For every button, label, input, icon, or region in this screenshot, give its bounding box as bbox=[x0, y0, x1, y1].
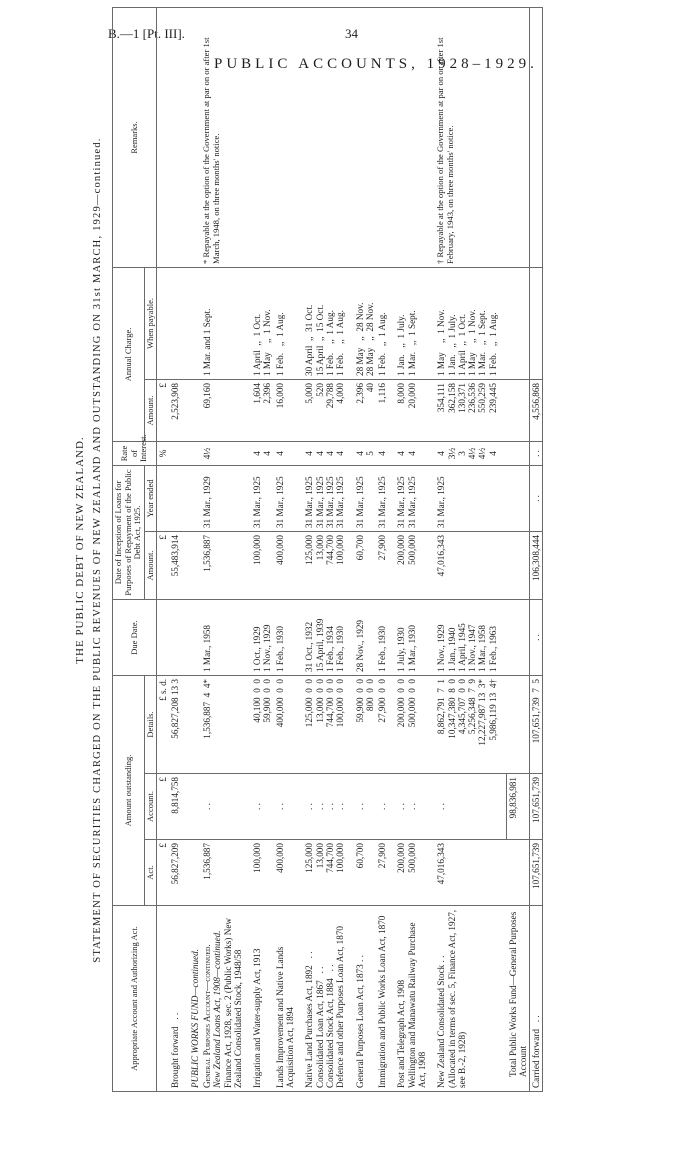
row-year: 31 Mar., 1925 bbox=[274, 465, 297, 531]
footer-account: 107,651,739 bbox=[530, 774, 543, 840]
row-rate: 4 4 4 4 bbox=[303, 441, 346, 465]
table-row bbox=[169, 7, 181, 1091]
row-remarks: † Repayable at the option of the Government at par on or after 1st February, 1943, on three months' notice. bbox=[435, 7, 499, 267]
table-title: THE PUBLIC DEBT OF NEW ZEALAND. bbox=[74, 436, 86, 664]
footer-name: Carried forward . . bbox=[530, 906, 543, 1092]
row-details: 56,827,208 13 3 bbox=[169, 675, 181, 773]
table-row bbox=[251, 7, 274, 1091]
col-amount-header: Amount. bbox=[144, 531, 157, 599]
row-year bbox=[169, 465, 181, 531]
table-row bbox=[376, 7, 388, 1091]
row-details: 1,536,887 4 4* bbox=[201, 675, 244, 773]
col-when-payable-header: When payable. bbox=[144, 267, 157, 379]
footer-inception-amount: 106,308,444 bbox=[530, 531, 543, 599]
row-rate: 4 3½ 3 4½ 4½ 4 bbox=[435, 441, 499, 465]
row-year: 31 Mar., 1925 bbox=[251, 465, 274, 531]
col-amount-outstanding-header: Amount outstanding. bbox=[113, 675, 145, 905]
row-name-detail: Finance Act, 1928, sec. 2 (Public Works) New Zealand Consolidated Stock, 1948/58 bbox=[222, 917, 243, 1088]
subsection-heading: General Purposes Account—continued. bbox=[201, 944, 212, 1088]
row-act: 125,000 13,000 744,700 100,000 bbox=[303, 840, 346, 906]
row-act: 56,827,209 bbox=[169, 840, 181, 906]
row-name: Post and Telegraph Act, 1908 Wellington and Manawatu Railway Purchase Act, 1908 bbox=[395, 906, 428, 1092]
row-remarks: * Repayable at the option of the Government at par on or after 1st March, 1948, on three months' notice. bbox=[201, 7, 244, 267]
row-charge: 2,396 40 bbox=[354, 379, 377, 441]
footer-due: . . bbox=[530, 599, 543, 675]
row-due: 1 Feb., 1930 bbox=[274, 599, 297, 675]
unit-details: £ s. d. bbox=[157, 675, 170, 773]
table-row bbox=[435, 7, 499, 1091]
row-act: 1,536,887 bbox=[201, 840, 244, 906]
carried-forward-row bbox=[530, 7, 543, 1091]
row-rate: 4½ bbox=[201, 441, 244, 465]
row-when: 1 Jan. ,, 1 July. 1 Mar. ,, 1 Sept. bbox=[395, 267, 428, 379]
row-name: New Zealand Consolidated Stock . . (Allocated in terms of sec. 5, Finance Act, 1927, see B.-2, 1928) bbox=[435, 906, 499, 1092]
row-due: 28 Nov., 1929 bbox=[354, 599, 377, 675]
subtotal-account: 98,836,981 bbox=[507, 774, 530, 840]
row-when: 1 May ,, 1 Nov. 1 Jan. ,, 1 July. 1 April ,, 1 Oct. 1 May ,, 1 Nov. 1 Mar. ,, 1 Sept. 1 Feb. ,, 1 Aug. bbox=[435, 267, 499, 379]
row-year: 31 Mar., 1929 bbox=[201, 465, 244, 531]
col-act-header: Act. bbox=[144, 840, 157, 906]
table-row bbox=[354, 7, 377, 1091]
row-year: 31 Mar., 1925 bbox=[354, 465, 377, 531]
units-row bbox=[157, 7, 170, 1091]
row-inception-amount: 100,000 bbox=[251, 531, 274, 599]
row-inception-amount: 60,700 bbox=[354, 531, 377, 599]
row-when bbox=[169, 267, 181, 379]
row-details: 200,000 0 0 500,000 0 0 bbox=[395, 675, 428, 773]
row-act: 60,700 bbox=[354, 840, 377, 906]
footer-charge: 4,556,868 bbox=[530, 379, 543, 441]
col-inception-header: Date of Inception of Loans for Purposes of Repayment of the Public Debt Act, 1925. bbox=[113, 465, 145, 599]
row-act: 47,016,343 bbox=[435, 840, 499, 906]
row-details: 8,862,791 7 1 10,347,380 8 0 4,345,707 0 0 5,256,348 7 9 12,227,987 13 3* 5,986,119 13 4† bbox=[435, 675, 499, 773]
row-details: 400,000 0 0 bbox=[274, 675, 297, 773]
row-year: 31 Mar., 1925 bbox=[435, 465, 499, 531]
rotated-statement-table bbox=[70, 0, 630, 1100]
row-charge: 1,604 2,396 bbox=[251, 379, 274, 441]
row-account: . . bbox=[201, 774, 244, 840]
row-due: 1 Oct., 1929 1 Nov., 1929 bbox=[251, 599, 274, 675]
row-rate: 4 4 bbox=[395, 441, 428, 465]
row-act: 27,900 bbox=[376, 840, 388, 906]
col-rate-header: Rate of Interest. bbox=[113, 441, 157, 465]
row-rate: 4 4 bbox=[251, 441, 274, 465]
col-remarks-header: Remarks. bbox=[113, 7, 157, 267]
row-charge: 5,000 520 29,788 4,000 bbox=[303, 379, 346, 441]
section-heading-row bbox=[189, 7, 201, 1091]
footer-act: 107,651,739 bbox=[530, 840, 543, 906]
unit-amount: £ bbox=[157, 531, 170, 599]
row-year: 31 Mar., 1925 31 Mar., 1925 bbox=[395, 465, 428, 531]
row-rate: 4 bbox=[274, 441, 297, 465]
row-due: 1 Mar., 1958 bbox=[201, 599, 244, 675]
row-name: Irrigation and Water-supply Act, 1913 bbox=[251, 906, 274, 1092]
row-inception-amount: 27,900 bbox=[376, 531, 388, 599]
row-due: 31 Oct., 1932 15 April, 1939 1 Feb., 1934 1 Feb., 1930 bbox=[303, 599, 346, 675]
row-details: 125,000 0 0 13,000 0 0 744,700 0 0 100,000 0 0 bbox=[303, 675, 346, 773]
row-account: . . bbox=[251, 774, 274, 840]
table-subtitle: STATEMENT OF SECURITIES CHARGED ON THE PUBLIC REVENUES OF NEW ZEALAND AND OUTSTANDING ON 31st MARCH, 1929—continued. bbox=[92, 137, 103, 963]
row-details: 59,900 0 0 800 0 0 bbox=[354, 675, 377, 773]
row-act: 400,000 bbox=[274, 840, 297, 906]
row-account: . . bbox=[274, 774, 297, 840]
document-code: B.—1 [Pt. III]. bbox=[108, 26, 185, 41]
unit-charge: £ bbox=[157, 379, 170, 441]
row-name: Native Land Purchases Act, 1892 . . Consolidated Loan Act, 1867 . . Consolidated Stock Act, 1884 . . Defence and other Purposes Loan Act, 1870 bbox=[303, 906, 346, 1092]
row-inception-amount: 400,000 bbox=[274, 531, 297, 599]
unit-act: £ bbox=[157, 840, 170, 906]
row-when: 28 May ,, 28 Nov. 28 May ,, 28 Nov. bbox=[354, 267, 377, 379]
row-when: 30 April ,, 31 Oct. 15 April ,, 15 Oct. 1 Feb. ,, 1 Aug. 1 Feb. ,, 1 Aug. bbox=[303, 267, 346, 379]
unit-rate: % bbox=[157, 441, 170, 465]
table-row bbox=[303, 7, 346, 1091]
row-details: 40,100 0 0 59,900 0 0 bbox=[251, 675, 274, 773]
footer-rate: . . bbox=[530, 441, 543, 465]
row-name: Lands Improvement and Native Lands Acquisition Act, 1894 bbox=[274, 906, 297, 1092]
row-when: 1 April ,, 1 Oct. 1 May ,, 1 Nov. bbox=[251, 267, 274, 379]
subsection-subheading: New Zealand Loans Act, 1908—continued. bbox=[212, 930, 223, 1088]
row-name bbox=[201, 906, 244, 1092]
col-annual-charge-header: Annual Charge. bbox=[113, 267, 145, 441]
row-rate: 4 5 bbox=[354, 441, 377, 465]
row-details: 27,900 0 0 bbox=[376, 675, 388, 773]
col-due-date-header: Due Date. bbox=[113, 599, 157, 675]
securities-table bbox=[112, 7, 543, 1092]
row-act: 200,000 500,000 bbox=[395, 840, 428, 906]
row-name: General Purposes Loan Act, 1873 . . bbox=[354, 906, 377, 1092]
row-charge: 8,000 20,000 bbox=[395, 379, 428, 441]
subtotal-row bbox=[507, 7, 530, 1091]
row-due: 1 Feb., 1930 bbox=[376, 599, 388, 675]
row-name: Immigration and Public Works Loan Act, 1870 bbox=[376, 906, 388, 1092]
col-details-header: Details. bbox=[144, 675, 157, 773]
footer-year: . . bbox=[530, 465, 543, 531]
col-account-header: Account. bbox=[144, 774, 157, 840]
col-charge-amount-header: Amount. bbox=[144, 379, 157, 441]
row-remarks bbox=[169, 7, 181, 267]
row-inception-amount: 1,536,887 bbox=[201, 531, 244, 599]
row-charge: 16,000 bbox=[274, 379, 297, 441]
row-rate: 4 bbox=[376, 441, 388, 465]
row-name: Brought forward . . bbox=[169, 906, 181, 1092]
page-title: PUBLIC ACCOUNTS, 1928–1929. bbox=[214, 56, 538, 72]
footer-details: 107,651,739 7 5 bbox=[530, 675, 543, 773]
row-account: . . bbox=[376, 774, 388, 840]
row-inception-amount: 125,000 13,000 744,700 100,000 bbox=[303, 531, 346, 599]
row-when: 1 Mar. and 1 Sept. bbox=[201, 267, 244, 379]
row-account: 8,814,758 bbox=[169, 774, 181, 840]
row-inception-amount: 47,016,343 bbox=[435, 531, 499, 599]
row-due: 1 July, 1930 1 Mar., 1930 bbox=[395, 599, 428, 675]
row-charge: 354,111 362,158 130,371 236,536 550,259 239,445 bbox=[435, 379, 499, 441]
row-due: 1 Nov., 1929 1 Jan., 1940 1 April, 1945 1 Nov., 1947 1 Mar., 1958 1 Feb., 1963 bbox=[435, 599, 499, 675]
page-number: 34 bbox=[345, 26, 358, 41]
row-charge: 2,523,908 bbox=[169, 379, 181, 441]
col-approp-header: Appropriate Account and Authorizing Act. bbox=[113, 906, 157, 1092]
row-when: 1 Feb. ,, 1 Aug. bbox=[376, 267, 388, 379]
row-when: 1 Feb. ,, 1 Aug. bbox=[274, 267, 297, 379]
row-charge: 69,160 bbox=[201, 379, 244, 441]
row-year: 31 Mar., 1925 31 Mar., 1925 31 Mar., 1925 31 Mar., 1925 bbox=[303, 465, 346, 531]
row-rate bbox=[169, 441, 181, 465]
row-account: . . bbox=[354, 774, 377, 840]
row-account: . . bbox=[435, 774, 499, 840]
row-inception-amount: 55,483,914 bbox=[169, 531, 181, 599]
row-charge: 1,116 bbox=[376, 379, 388, 441]
table-row bbox=[274, 7, 297, 1091]
unit-account: £ bbox=[157, 774, 170, 840]
row-account: . . . . . . . . bbox=[303, 774, 346, 840]
row-act: 100,000 bbox=[251, 840, 274, 906]
row-year: 31 Mar., 1925 bbox=[376, 465, 388, 531]
row-inception-amount: 200,000 500,000 bbox=[395, 531, 428, 599]
row-account: . . . . bbox=[395, 774, 428, 840]
table-row bbox=[201, 7, 244, 1091]
section-heading: PUBLIC WORKS FUND—continued. bbox=[189, 906, 201, 1092]
subtotal-label: Total Public Works Fund—General Purposes Account bbox=[507, 906, 530, 1092]
col-year-ended-header: Year ended bbox=[144, 465, 157, 531]
table-row bbox=[395, 7, 428, 1091]
row-due bbox=[169, 599, 181, 675]
